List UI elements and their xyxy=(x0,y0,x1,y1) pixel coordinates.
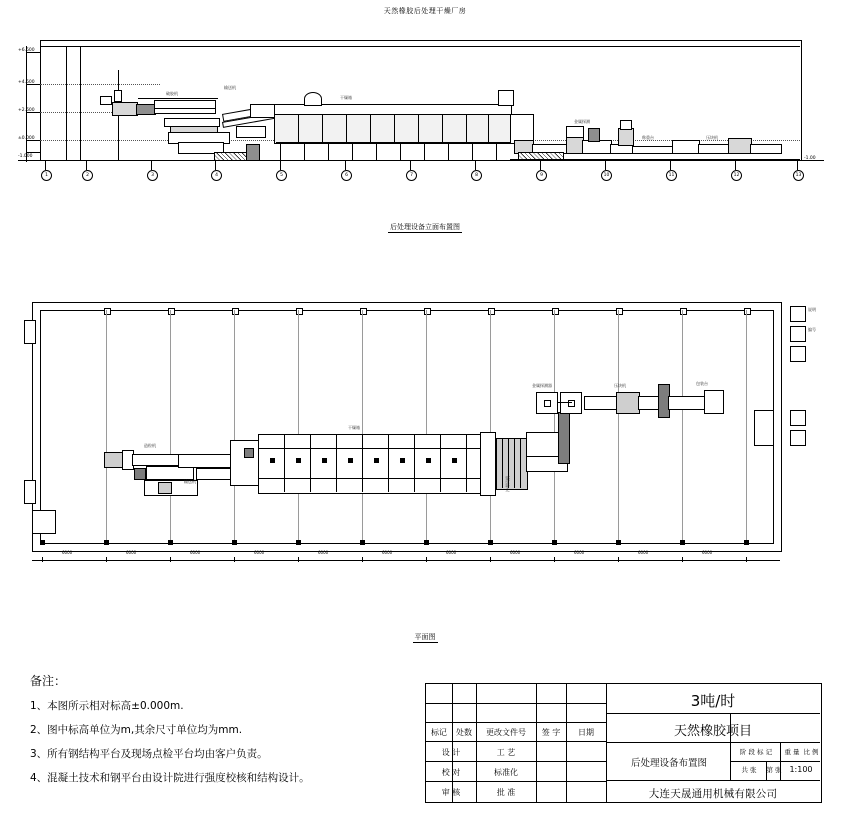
note-line: 3、所有钢结构平台及现场点检平台均由客户负责。 xyxy=(30,748,268,760)
table-rule xyxy=(606,742,820,743)
grid-leader xyxy=(280,160,281,170)
equipment-label: 造粒机 xyxy=(144,443,156,448)
equipment-block xyxy=(136,104,156,115)
note-line: 2、图中标高单位为m,其余尺寸单位均为mm. xyxy=(30,724,243,736)
cell-mark xyxy=(374,458,379,463)
table-rule xyxy=(606,713,820,714)
support-leg xyxy=(448,142,449,160)
grid-bubble: 9 xyxy=(536,170,547,181)
grid-bubble: 4 xyxy=(211,170,222,181)
table-rule xyxy=(476,684,477,802)
signature-label: 工 艺 xyxy=(496,748,516,757)
equipment-label: 干燥箱 xyxy=(340,95,352,100)
grid-leader xyxy=(86,160,87,170)
dimension-tick xyxy=(42,557,43,562)
ground-line xyxy=(18,160,824,161)
exhaust-fan xyxy=(498,90,514,106)
column-mark xyxy=(680,540,685,545)
table-rule xyxy=(566,684,567,802)
equipment-block xyxy=(246,144,260,161)
support-leg xyxy=(352,142,353,160)
exhaust-hood xyxy=(304,92,322,106)
revision-header-cell: 处数 xyxy=(456,728,472,737)
grid-leader xyxy=(540,160,541,170)
weighing-station xyxy=(582,140,612,154)
notes-block xyxy=(30,672,410,794)
cell-mark xyxy=(348,458,353,463)
detail-marker xyxy=(790,326,806,342)
grid-bubble: 12 xyxy=(731,170,742,181)
plan-caption xyxy=(0,632,850,642)
dryer-divider xyxy=(284,434,285,492)
equipment-block xyxy=(146,466,194,480)
dryer-divider xyxy=(394,114,395,142)
dryer-divider xyxy=(322,114,323,142)
packing-table xyxy=(672,140,700,154)
support-leg xyxy=(376,142,377,160)
grid-leader xyxy=(670,160,671,170)
grid-bubble: 3 xyxy=(147,170,158,181)
dimension-text: 6000 xyxy=(638,550,649,555)
conveyor xyxy=(632,146,674,154)
dimension-tick xyxy=(426,557,427,562)
equipment-label: 压块机 xyxy=(706,135,718,140)
grid-leader xyxy=(797,160,798,170)
column-mark xyxy=(488,540,493,545)
equipment-label: 称重台 xyxy=(642,135,654,140)
level-label: ±0.000 xyxy=(18,136,35,141)
conveyor-frame xyxy=(154,108,216,114)
baler xyxy=(618,128,634,146)
table-rule xyxy=(426,781,606,782)
scale-value: 1:100 xyxy=(789,765,813,774)
table-rule xyxy=(426,703,606,704)
dryer-divider xyxy=(418,114,419,142)
column-mark xyxy=(296,540,301,545)
support-leg xyxy=(424,142,425,160)
column-mark xyxy=(232,540,237,545)
baler xyxy=(616,392,640,414)
sheet-total-label: 共 张 xyxy=(741,766,757,774)
conveyor xyxy=(698,144,730,154)
table-rule xyxy=(452,684,453,802)
detail-marker xyxy=(790,306,806,322)
plan-drawing xyxy=(18,292,833,582)
dryer-body xyxy=(274,114,512,144)
revision-table xyxy=(426,684,607,802)
elevation-caption-text: 后处理设备立面布置图 xyxy=(390,223,460,231)
dimension-tick xyxy=(554,557,555,562)
grid-leader xyxy=(215,160,216,170)
dimension-line xyxy=(32,560,780,561)
dimension-text: 6000 xyxy=(62,550,73,555)
conveyor xyxy=(132,454,182,466)
equipment-block xyxy=(620,120,632,130)
scale-label: 比 例 xyxy=(803,748,819,756)
dryer-divider xyxy=(414,434,415,492)
support-leg xyxy=(400,142,401,160)
grid-bubble: 13 xyxy=(793,170,804,181)
conveyor xyxy=(584,396,618,410)
dryer-divider xyxy=(466,114,467,142)
dryer-lane xyxy=(258,448,480,449)
grid-bubble: 7 xyxy=(406,170,417,181)
equipment-block xyxy=(134,468,146,480)
note-line: 1、本图所示相对标高±0.000m. xyxy=(30,700,184,712)
grid-leader xyxy=(475,160,476,170)
cooling-divider xyxy=(520,438,521,488)
annex-room xyxy=(32,510,56,534)
grid-line xyxy=(170,310,171,542)
equipment-label: 金属探测器 xyxy=(532,383,552,388)
dimension-text: 6000 xyxy=(126,550,137,555)
equipment-label: 破胶机 xyxy=(166,91,178,96)
drawing-name: 后处理设备布置图 xyxy=(630,758,707,769)
grid-bubble: 10 xyxy=(601,170,612,181)
dimension-tick xyxy=(746,557,747,562)
dryer-divider xyxy=(370,114,371,142)
grid-bubble: 1 xyxy=(41,170,52,181)
equipment-label: 压块机 xyxy=(614,383,626,388)
floor-line xyxy=(510,159,800,160)
equipment-block xyxy=(100,96,112,105)
conveyor xyxy=(750,144,782,154)
level-tick xyxy=(26,152,40,153)
dimension-tick xyxy=(682,557,683,562)
column-mark xyxy=(616,540,621,545)
support-leg xyxy=(280,142,281,160)
dimension-tick xyxy=(618,557,619,562)
grid-bubble: 8 xyxy=(471,170,482,181)
grid-line xyxy=(362,310,363,542)
dryer-base-line xyxy=(276,142,510,143)
transfer-unit xyxy=(230,440,260,486)
level-label: -1.000 xyxy=(18,154,33,159)
equipment-label: 干燥箱 xyxy=(348,425,360,430)
grid-line xyxy=(426,310,427,542)
grid-leader xyxy=(410,160,411,170)
table-rule xyxy=(426,722,606,723)
revision-header-cell: 日期 xyxy=(578,728,594,737)
grid-line xyxy=(618,310,619,542)
dryer-divider xyxy=(488,114,489,142)
elevation-caption xyxy=(0,222,850,232)
detail-marker xyxy=(790,410,806,426)
dimension-text: 6000 xyxy=(574,550,585,555)
conveyor xyxy=(196,468,234,480)
detail-marker xyxy=(790,430,806,446)
dryer-divider xyxy=(310,434,311,492)
column-line xyxy=(80,46,81,160)
column-mark xyxy=(360,540,365,545)
detail-marker xyxy=(790,346,806,362)
conveyor xyxy=(668,396,706,410)
right-level-label: -1.00 xyxy=(804,156,816,161)
project-title: 天然橡胶项目 xyxy=(673,724,752,739)
grid-bubble: 5 xyxy=(276,170,287,181)
column-mark xyxy=(104,540,109,545)
equipment-block xyxy=(236,126,266,138)
level-label: +6.500 xyxy=(18,48,35,53)
roof-line xyxy=(40,46,800,47)
dimension-text: 6000 xyxy=(510,550,521,555)
plan-inner-wall xyxy=(40,310,774,544)
table-rule xyxy=(606,780,820,781)
grid-line xyxy=(234,310,235,542)
sheet-no-label: 第 张 xyxy=(766,766,782,774)
column-mark xyxy=(744,540,749,545)
support-leg xyxy=(328,142,329,160)
grid-line xyxy=(554,310,555,542)
grid-bubble: 11 xyxy=(666,170,677,181)
level-label: +2.600 xyxy=(18,108,35,113)
equipment-mark xyxy=(544,400,551,407)
dimension-tick xyxy=(106,557,107,562)
dryer-body xyxy=(258,434,482,494)
plan-caption-text: 平面图 xyxy=(414,633,436,641)
company-name: 大连天晟通用机械有限公司 xyxy=(648,788,778,800)
cell-mark xyxy=(270,458,275,463)
dimension-text: 6000 xyxy=(382,550,393,555)
equipment-block xyxy=(158,482,172,494)
dryer-divider xyxy=(362,434,363,492)
signature-label: 标准化 xyxy=(494,768,518,777)
signature-label: 批 准 xyxy=(496,788,516,797)
elevator xyxy=(558,412,570,464)
support-leg xyxy=(472,142,473,160)
support-leg xyxy=(304,142,305,160)
dimension-text: 6000 xyxy=(190,550,201,555)
grid-leader xyxy=(735,160,736,170)
cell-mark xyxy=(400,458,405,463)
signature-label: 审 核 xyxy=(441,788,461,797)
conveyor-top-line xyxy=(138,98,218,99)
table-rule xyxy=(780,742,781,780)
wrapping-machine xyxy=(728,138,752,154)
cell-mark xyxy=(452,458,457,463)
notes-title: 备注： xyxy=(30,674,67,688)
level-label: +4.500 xyxy=(18,80,35,85)
dryer-divider xyxy=(442,114,443,142)
dimension-tick xyxy=(170,557,171,562)
grid-leader xyxy=(605,160,606,170)
dryer-lane xyxy=(258,478,480,479)
cell-mark xyxy=(426,458,431,463)
dimension-text: 6000 xyxy=(446,550,457,555)
revision-header-cell: 签 字 xyxy=(541,728,561,737)
top-caption xyxy=(0,6,850,16)
equipment-label: 包装台 xyxy=(696,381,708,386)
equipment-label: 冷却风机 xyxy=(505,476,510,492)
capacity-title: 3吨/时 xyxy=(690,692,736,710)
stage-label: 阶 段 标 记 xyxy=(739,748,773,756)
cooling-divider xyxy=(502,438,503,488)
equipment-block xyxy=(588,128,600,142)
cooling-divider xyxy=(514,438,515,488)
column-mark xyxy=(424,540,429,545)
grid-leader xyxy=(45,160,46,170)
pit-hatch xyxy=(214,152,250,161)
weight-label: 重 量 xyxy=(784,748,800,756)
column-mark xyxy=(552,540,557,545)
grid-bubble: 6 xyxy=(341,170,352,181)
right-note: 说明 xyxy=(808,307,816,312)
column-mark xyxy=(168,540,173,545)
link-line xyxy=(558,402,572,403)
grid-line xyxy=(682,310,683,542)
support-leg xyxy=(496,142,497,160)
equipment-block xyxy=(112,102,138,116)
dryer-divider xyxy=(336,434,337,492)
cell-mark xyxy=(322,458,327,463)
dimension-tick xyxy=(298,557,299,562)
dimension-tick xyxy=(362,557,363,562)
column-line xyxy=(66,46,67,160)
title-area xyxy=(606,684,820,802)
wall-return xyxy=(24,480,36,504)
signature-label: 校 对 xyxy=(441,768,461,777)
dimension-tick xyxy=(490,557,491,562)
conveyor xyxy=(178,454,232,468)
revision-header-cell: 标记 xyxy=(431,728,447,737)
revision-header-cell: 更改文件号 xyxy=(486,728,526,737)
dryer-divider xyxy=(466,434,467,492)
note-line: 4、混凝土技术和钢平台由设计院进行强度校核和结构设计。 xyxy=(30,772,310,784)
service-room xyxy=(754,410,774,446)
grid-line xyxy=(746,310,747,542)
equipment-block xyxy=(114,90,122,102)
grid-line xyxy=(490,310,491,542)
grid-leader xyxy=(345,160,346,170)
dimension-text: 6000 xyxy=(254,550,265,555)
elevation-drawing xyxy=(18,40,816,185)
grid-leader xyxy=(151,160,152,170)
equipment-label: 输送机 xyxy=(184,479,196,484)
equipment-block xyxy=(566,126,584,138)
level-axis xyxy=(26,46,27,162)
dimension-text: 6000 xyxy=(702,550,713,555)
right-note: 编号 xyxy=(808,327,816,332)
grid-line xyxy=(106,310,107,542)
title-block xyxy=(425,683,822,803)
grid-line xyxy=(298,310,299,542)
signature-label: 设 计 xyxy=(441,748,461,757)
dryer-divider xyxy=(440,434,441,492)
dryer-divider xyxy=(298,114,299,142)
conveyor xyxy=(638,396,660,410)
equipment-label: 输送机 xyxy=(224,85,236,90)
table-rule xyxy=(536,684,537,802)
dryer-divider xyxy=(346,114,347,142)
cell-mark xyxy=(296,458,301,463)
top-caption-text: 天然橡胶后处理干燥厂房 xyxy=(383,7,467,15)
dimension-tick xyxy=(234,557,235,562)
equipment-label: 金属探测 xyxy=(574,119,590,124)
dryer-divider xyxy=(388,434,389,492)
granulator xyxy=(104,452,124,468)
column-mark xyxy=(40,540,45,545)
drive-unit xyxy=(244,448,254,458)
discharge-end xyxy=(480,432,496,496)
reference-line xyxy=(40,84,160,85)
grid-bubble: 2 xyxy=(82,170,93,181)
dimension-text: 6000 xyxy=(318,550,329,555)
packing-table xyxy=(704,390,724,414)
wall-return xyxy=(24,320,36,344)
table-rule xyxy=(426,741,606,742)
cooling-section xyxy=(496,438,528,490)
